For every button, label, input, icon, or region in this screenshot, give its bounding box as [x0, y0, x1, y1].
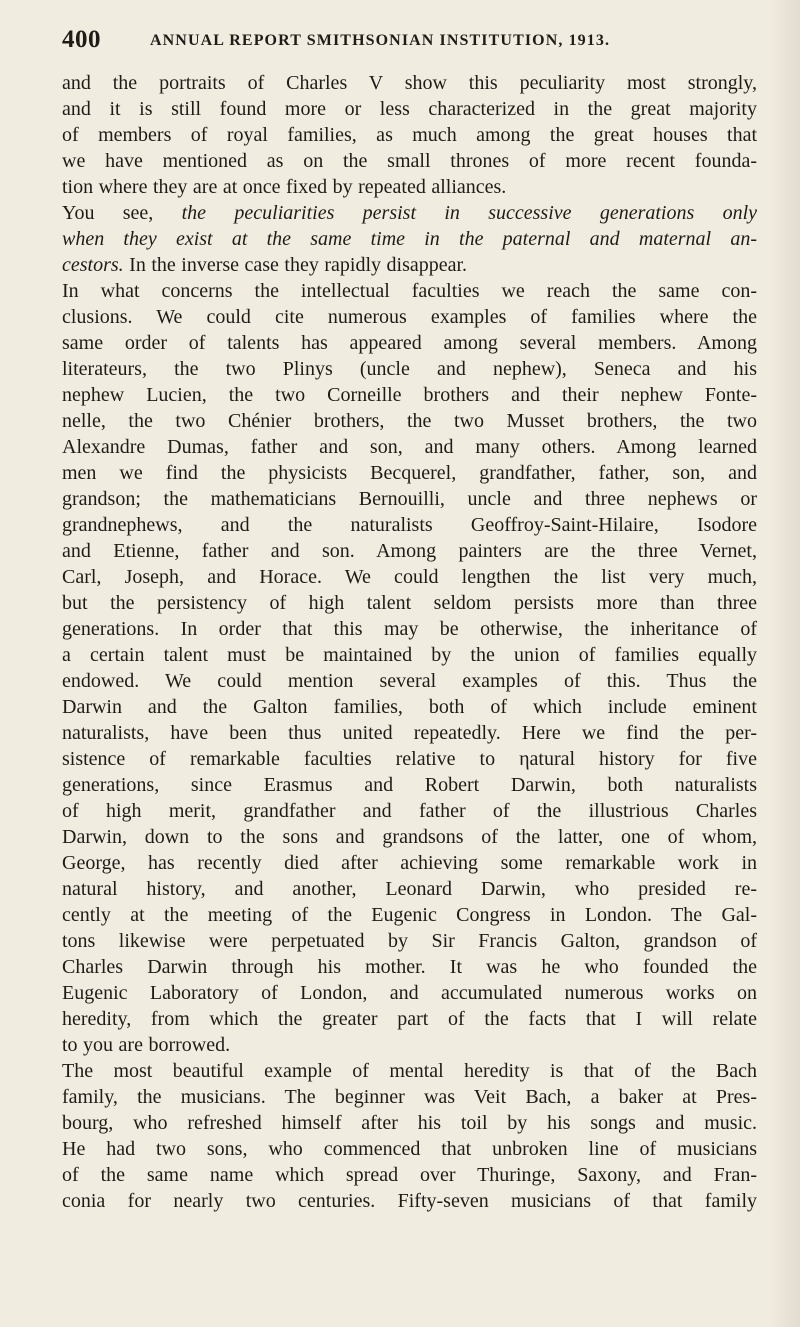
text-line: but the persistency of high talent seldom persists more than three	[62, 592, 757, 614]
text-line: endowed. We could mention several examples of this. Thus the	[62, 670, 757, 692]
paragraph-4	[62, 1058, 757, 1214]
text-run: In the inverse case they rapidly disappear.	[123, 254, 468, 276]
text-run: You see,	[62, 202, 182, 224]
text-line: clusions. We could cite numerous examples of families where the	[62, 306, 757, 328]
text-line: we have mentioned as on the small thrones of more recent founda-	[62, 150, 757, 172]
italic-text: cestors.	[62, 254, 124, 276]
text-line: bourg, who refreshed himself after his toil by his songs and music.	[62, 1112, 757, 1134]
text-line: Eugenic Laboratory of London, and accumulated numerous works on	[62, 982, 757, 1004]
text-line: grandnephews, and the naturalists Geoffroy-Saint-Hilaire, Isodore	[62, 514, 757, 536]
text-line	[62, 226, 757, 252]
running-title: ANNUAL REPORT SMITHSONIAN INSTITUTION, 1913.	[150, 32, 611, 49]
text-line: cently at the meeting of the Eugenic Congress in London. The Gal-	[62, 904, 757, 926]
text-line: and Etienne, father and son. Among painters are the three Vernet,	[62, 540, 757, 562]
body-text	[62, 70, 757, 1214]
text-line: conia for nearly two centuries. Fifty-seven musicians of that family	[62, 1190, 757, 1212]
text-line: Carl, Joseph, and Horace. We could lengthen the list very much,	[62, 566, 757, 588]
page-number: 400	[62, 26, 101, 53]
text-line: men we find the physicists Becquerel, grandfather, father, son, and	[62, 462, 757, 484]
text-line: generations, since Erasmus and Robert Darwin, both naturalists	[62, 774, 757, 796]
text-line: George, has recently died after achieving some remarkable work in	[62, 852, 757, 874]
text-line: natural history, and another, Leonard Darwin, who presided re-	[62, 878, 757, 900]
text-line: heredity, from which the greater part of the facts that I will relate	[62, 1008, 757, 1030]
text-line: literateurs, the two Plinys (uncle and nephew), Seneca and his	[62, 358, 757, 380]
page-header	[62, 26, 742, 58]
text-line: of members of royal families, as much among the great houses that	[62, 124, 757, 146]
text-line	[62, 252, 757, 278]
text-line: naturalists, have been thus united repeatedly. Here we find the per-	[62, 722, 757, 744]
text-line: tion where they are at once fixed by repeated alliances.	[62, 176, 507, 198]
text-line	[62, 200, 757, 226]
italic-text: when they exist at the same time in the paternal and maternal an-	[62, 228, 757, 250]
text-line: nelle, the two Chénier brothers, the two Musset brothers, the two	[62, 410, 757, 432]
text-line: same order of talents has appeared among several members. Among	[62, 332, 757, 354]
text-line: of high merit, grandfather and father of the illustrious Charles	[62, 800, 757, 822]
text-line: Alexandre Dumas, father and son, and many others. Among learned	[62, 436, 757, 458]
paragraph-1	[62, 70, 757, 200]
text-line: He had two sons, who commenced that unbroken line of musicians	[62, 1138, 757, 1160]
text-line: grandson; the mathematicians Bernouilli, uncle and three nephews or	[62, 488, 757, 510]
text-line: family, the musicians. The beginner was Veit Bach, a baker at Pres-	[62, 1086, 757, 1108]
text-line: Charles Darwin through his mother. It was he who founded the	[62, 956, 757, 978]
paragraph-2	[62, 200, 757, 278]
text-line: a certain talent must be maintained by the union of families equally	[62, 644, 757, 666]
text-line: nephew Lucien, the two Corneille brothers and their nephew Fonte-	[62, 384, 757, 406]
text-line: Darwin and the Galton families, both of which include eminent	[62, 696, 757, 718]
text-line: and the portraits of Charles V show this peculiarity most strongly,	[62, 72, 757, 94]
italic-text: the peculiarities persist in successive generations only	[181, 202, 758, 224]
text-line: sistence of remarkable faculties relative to ηatural history for five	[62, 748, 757, 770]
paragraph-3	[62, 278, 757, 1058]
text-line: generations. In order that this may be otherwise, the inheritance of	[62, 618, 757, 640]
text-line: to you are borrowed.	[62, 1034, 231, 1056]
text-line: of the same name which spread over Thuringe, Saxony, and Fran-	[62, 1164, 757, 1186]
text-line: Darwin, down to the sons and grandsons of the latter, one of whom,	[62, 826, 757, 848]
text-line: The most beautiful example of mental heredity is that of the Bach	[62, 1060, 757, 1082]
text-line: and it is still found more or less characterized in the great majority	[62, 98, 757, 120]
text-line: tons likewise were perpetuated by Sir Francis Galton, grandson of	[62, 930, 757, 952]
text-line: In what concerns the intellectual faculties we reach the same con-	[62, 280, 757, 302]
